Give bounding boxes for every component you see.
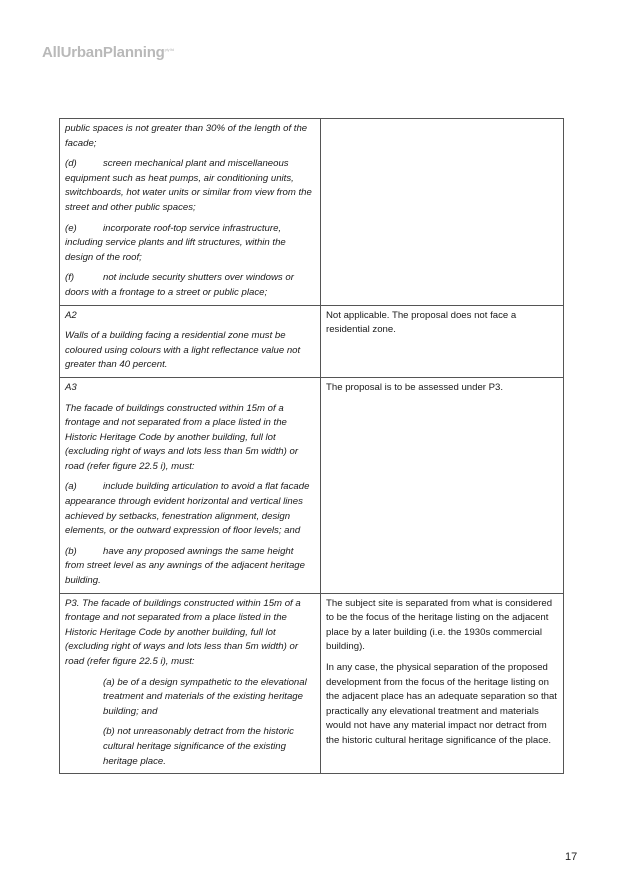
requirement-item — [65, 545, 315, 589]
item-text: include building articulation to avoid a flat facade appearance through evident horizontal and vertical lines achieved by setbacks, fenestration alignment, design elements, or the outward expression of floor levels; and — [65, 481, 310, 537]
table-row — [60, 593, 564, 774]
requirement-item — [65, 157, 315, 215]
logo-mark: pty ltd — [164, 47, 174, 52]
requirement-cell — [60, 593, 321, 774]
clause-code: A2 — [65, 309, 77, 321]
clause-code: A3 — [65, 381, 77, 393]
page-number: 17 — [565, 851, 578, 863]
requirement-item: (a) be of a design sympathetic to the elevational treatment and materials of the existing heritage building; and — [103, 676, 307, 717]
response-text: In any case, the physical separation of the proposed development from the focus of the heritage listing on the adjacent place has an adequate separation so that practically any elevational treatment and materials would not have any material impact nor detract from the historic cultural heritage significance of the place. — [326, 662, 557, 746]
response-text: The proposal is to be assessed under P3. — [326, 381, 504, 393]
requirement-item: (b) not unreasonably detract from the historic cultural heritage significance of the existing heritage place. — [103, 726, 294, 767]
item-label: (f) — [65, 272, 75, 284]
requirement-item — [65, 271, 315, 300]
requirement-item — [65, 222, 315, 266]
table-row — [60, 377, 564, 593]
item-text: incorporate roof-top service infrastructure, including service plants and lift structures, within the design of the roof; — [65, 222, 286, 263]
requirement-text: public spaces is not greater than 30% of the length of the facade; — [65, 123, 308, 149]
company-logo — [42, 44, 174, 61]
response-cell — [321, 305, 564, 377]
response-text: Not applicable. The proposal does not face a residential zone. — [326, 309, 517, 336]
item-text: not include security shutters over windows or doors with a frontage to a street or public place; — [65, 272, 294, 298]
table-row — [60, 305, 564, 377]
response-cell — [321, 593, 564, 774]
item-text: screen mechanical plant and miscellaneous equipment such as heat pumps, air conditioning units, switchboards, hot water units or similar from view from the street and other public spaces; — [65, 158, 312, 213]
item-label: (d) — [65, 158, 77, 170]
requirement-cell — [60, 377, 321, 593]
requirement-text: Walls of a building facing a residential zone must be coloured using colours with a light reflectance value not greater than 40 percent. — [65, 330, 301, 371]
requirement-text: P3. The facade of buildings constructed within 15m of a frontage and not separated from a place listed in the Historic Heritage Code by another building, full lot (excluding right of ways and lots less than 5m width) or road (refer figure 22.5 i), must: — [65, 597, 301, 667]
logo-text: AllUrbanPlanning — [42, 44, 165, 61]
requirement-text: The facade of buildings constructed within 15m of a frontage and not separated from a place listed in the Historic Heritage Code by another building, full lot (excluding right of ways and lots less than 5m width) or road (refer figure 22.5 i), must: — [65, 402, 299, 472]
item-label: (b) — [65, 545, 77, 557]
item-label: (e) — [65, 222, 77, 234]
requirement-item — [65, 480, 315, 538]
item-label: (a) — [65, 481, 77, 493]
response-cell — [321, 377, 564, 593]
response-text: The subject site is separated from what is considered to be the focus of the heritage listing on the adjacent place by a later building (i.e. the 1930s commercial building). — [326, 597, 553, 653]
item-text: have any proposed awnings the same height from street level as any awnings of the adjacent heritage building. — [65, 545, 305, 587]
requirement-cell — [60, 119, 321, 306]
response-cell — [321, 119, 564, 306]
requirement-cell — [60, 305, 321, 377]
table-row — [60, 119, 564, 306]
assessment-table — [59, 118, 564, 774]
